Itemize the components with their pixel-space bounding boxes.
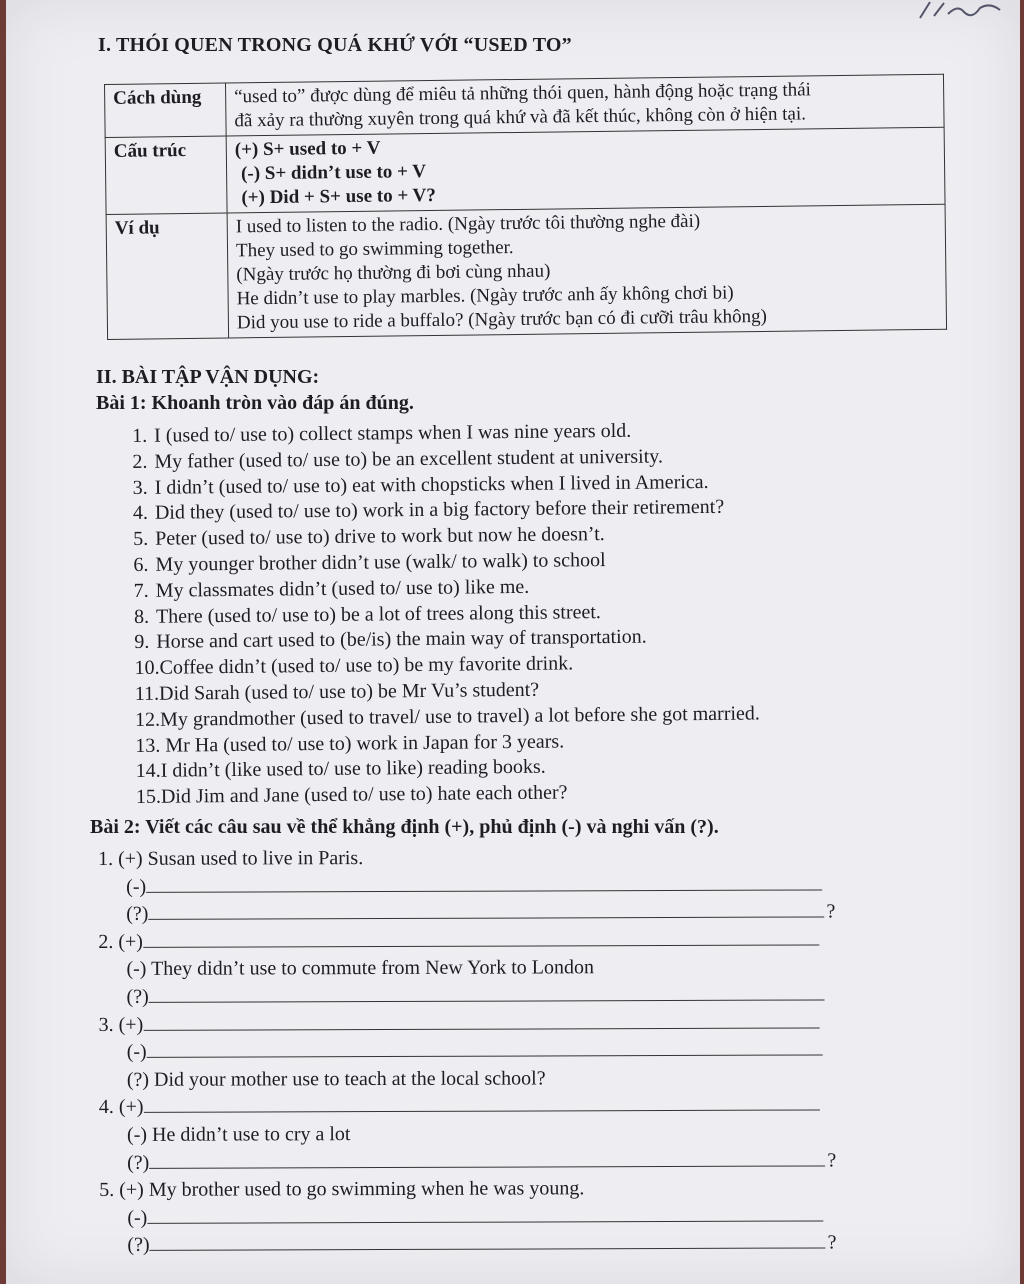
list-item: 1. I (used to/ use to) collect stamps when I was nine years old.: [132, 419, 632, 447]
exercise-1-list: [132, 416, 896, 811]
list-item: 15.Did Jim and Jane (used to/ use to) hate each other?: [135, 781, 568, 809]
table-row-examples: [106, 204, 946, 339]
section-1-title: I. THÓI QUEN TRONG QUÁ KHỨ VỚI “USED TO”: [98, 34, 572, 56]
grammar-table: [104, 74, 947, 340]
answer-blank[interactable]: [149, 981, 825, 1002]
list-item: 7. My classmates didn’t (used to/ use to) like me.: [133, 575, 530, 602]
structure-formulas: [226, 127, 945, 213]
question-3-question: (?) Did your mother use to teach at the local school?: [126, 1067, 546, 1091]
answer-blank[interactable]: [143, 926, 819, 947]
exercise-1-title: Bài 1: Khoanh tròn vào đáp án đúng.: [96, 392, 414, 414]
examples-list: [227, 204, 946, 338]
question-3-positive: 3. (+): [99, 1009, 859, 1039]
answer-blank[interactable]: [148, 899, 824, 920]
list-item: 14.I didn’t (like used to/ use to like) reading books.: [135, 756, 546, 783]
question-3-negative: (-): [99, 1037, 859, 1067]
question-5-negative: (-): [99, 1202, 859, 1232]
list-item: 3. I didn’t (used to/ use to) eat with chopsticks when I lived in America.: [132, 470, 709, 499]
answer-blank[interactable]: [143, 1092, 819, 1113]
answer-blank[interactable]: [147, 1037, 823, 1058]
question-4-positive: 4. (+): [99, 1092, 859, 1122]
list-item: 9. Horse and cart used to (be/is) the main way of transportation.: [134, 625, 647, 654]
question-1-positive: 1. (+) Susan used to live in Paris.: [98, 847, 364, 870]
answer-blank[interactable]: [143, 1009, 819, 1030]
list-item: 4. Did they (used to/ use to) work in a big factory before their retirement?: [132, 496, 725, 525]
example-line: They used to go swimming together.: [235, 237, 514, 262]
list-item: 6. My younger brother didn’t use (walk/ to walk) to school: [133, 549, 606, 576]
example-line: I used to listen to the radio. (Ngày trước tôi thường nghe đài): [235, 210, 701, 238]
handwriting-scribble: [900, 0, 1020, 30]
example-line: He didn’t use to play marbles. (Ngày trước anh ấy không chơi bi): [236, 282, 734, 310]
answer-blank[interactable]: [147, 1202, 823, 1223]
formula-positive: (+) S+ used to + V: [234, 137, 381, 161]
question-1-question: (?) ?: [126, 900, 836, 926]
usage-line: “used to” được dùng để miêu tả những thói quen, hành động hoặc trạng thái: [234, 79, 812, 108]
example-line: (Ngày trước họ thường đi bơi cùng nhau): [236, 260, 551, 286]
worksheet-page: [6, 0, 1020, 1284]
question-1-negative: (-): [98, 871, 858, 901]
list-item: 11.Did Sarah (used to/ use to) be Mr Vu’s student?: [134, 678, 540, 705]
list-item: 2. My father (used to/ use to) be an excellent student at university.: [132, 445, 664, 473]
list-item: 10.Coffee didn’t (used to/ use to) be my favorite drink.: [134, 652, 574, 680]
question-5-question: (?) ?: [127, 1231, 837, 1257]
answer-blank[interactable]: [146, 871, 822, 892]
row-label-structure: Cấu trúc: [105, 136, 227, 214]
list-item: 8. There (used to/ use to) be a lot of trees along this street.: [133, 600, 601, 628]
question-2-question: (?): [98, 981, 858, 1011]
question-2-negative: (-) They didn’t use to commute from New York to London: [126, 956, 595, 981]
exercise-2-title: Bài 2: Viết các câu sau về thể khẳng định (+), phủ định (-) và nghi vấn (?).: [90, 816, 719, 838]
list-item: 12.My grandmother (used to travel/ use to travel) a lot before she got married.: [134, 702, 760, 731]
row-label-usage: Cách dùng: [105, 83, 227, 137]
example-line: Did you use to ride a buffalo? (Ngày trước bạn có đi cưỡi trâu không): [236, 305, 767, 334]
question-4-question: (?) ?: [127, 1148, 837, 1174]
exercise-2-list: [98, 843, 859, 1260]
formula-question: (+) Did + S+ use to + V?: [241, 184, 436, 209]
section-2-title: II. BÀI TẬP VẬN DỤNG:: [96, 366, 320, 388]
question-5-positive: 5. (+) My brother used to go swimming when he was young.: [99, 1177, 585, 1202]
formula-negative: (-) S+ didn’t use to + V: [240, 161, 427, 185]
list-item: 5. Peter (used to/ use to) drive to work but now he doesn’t.: [133, 523, 605, 551]
answer-blank[interactable]: [150, 1230, 826, 1251]
table-row-structure: [105, 127, 945, 214]
list-item: 13. Mr Ha (used to/ use to) work in Japan for 3 years.: [135, 730, 565, 757]
row-label-examples: Ví dụ: [106, 213, 229, 339]
usage-description: [225, 74, 944, 136]
question-2-positive: 2. (+): [98, 926, 858, 956]
usage-line: đã xảy ra thường xuyên trong quá khứ và đã kết thúc, không còn ở hiện tại.: [234, 103, 807, 132]
question-4-negative: (-) He didn’t use to cry a lot: [126, 1123, 351, 1146]
answer-blank[interactable]: [149, 1147, 825, 1168]
